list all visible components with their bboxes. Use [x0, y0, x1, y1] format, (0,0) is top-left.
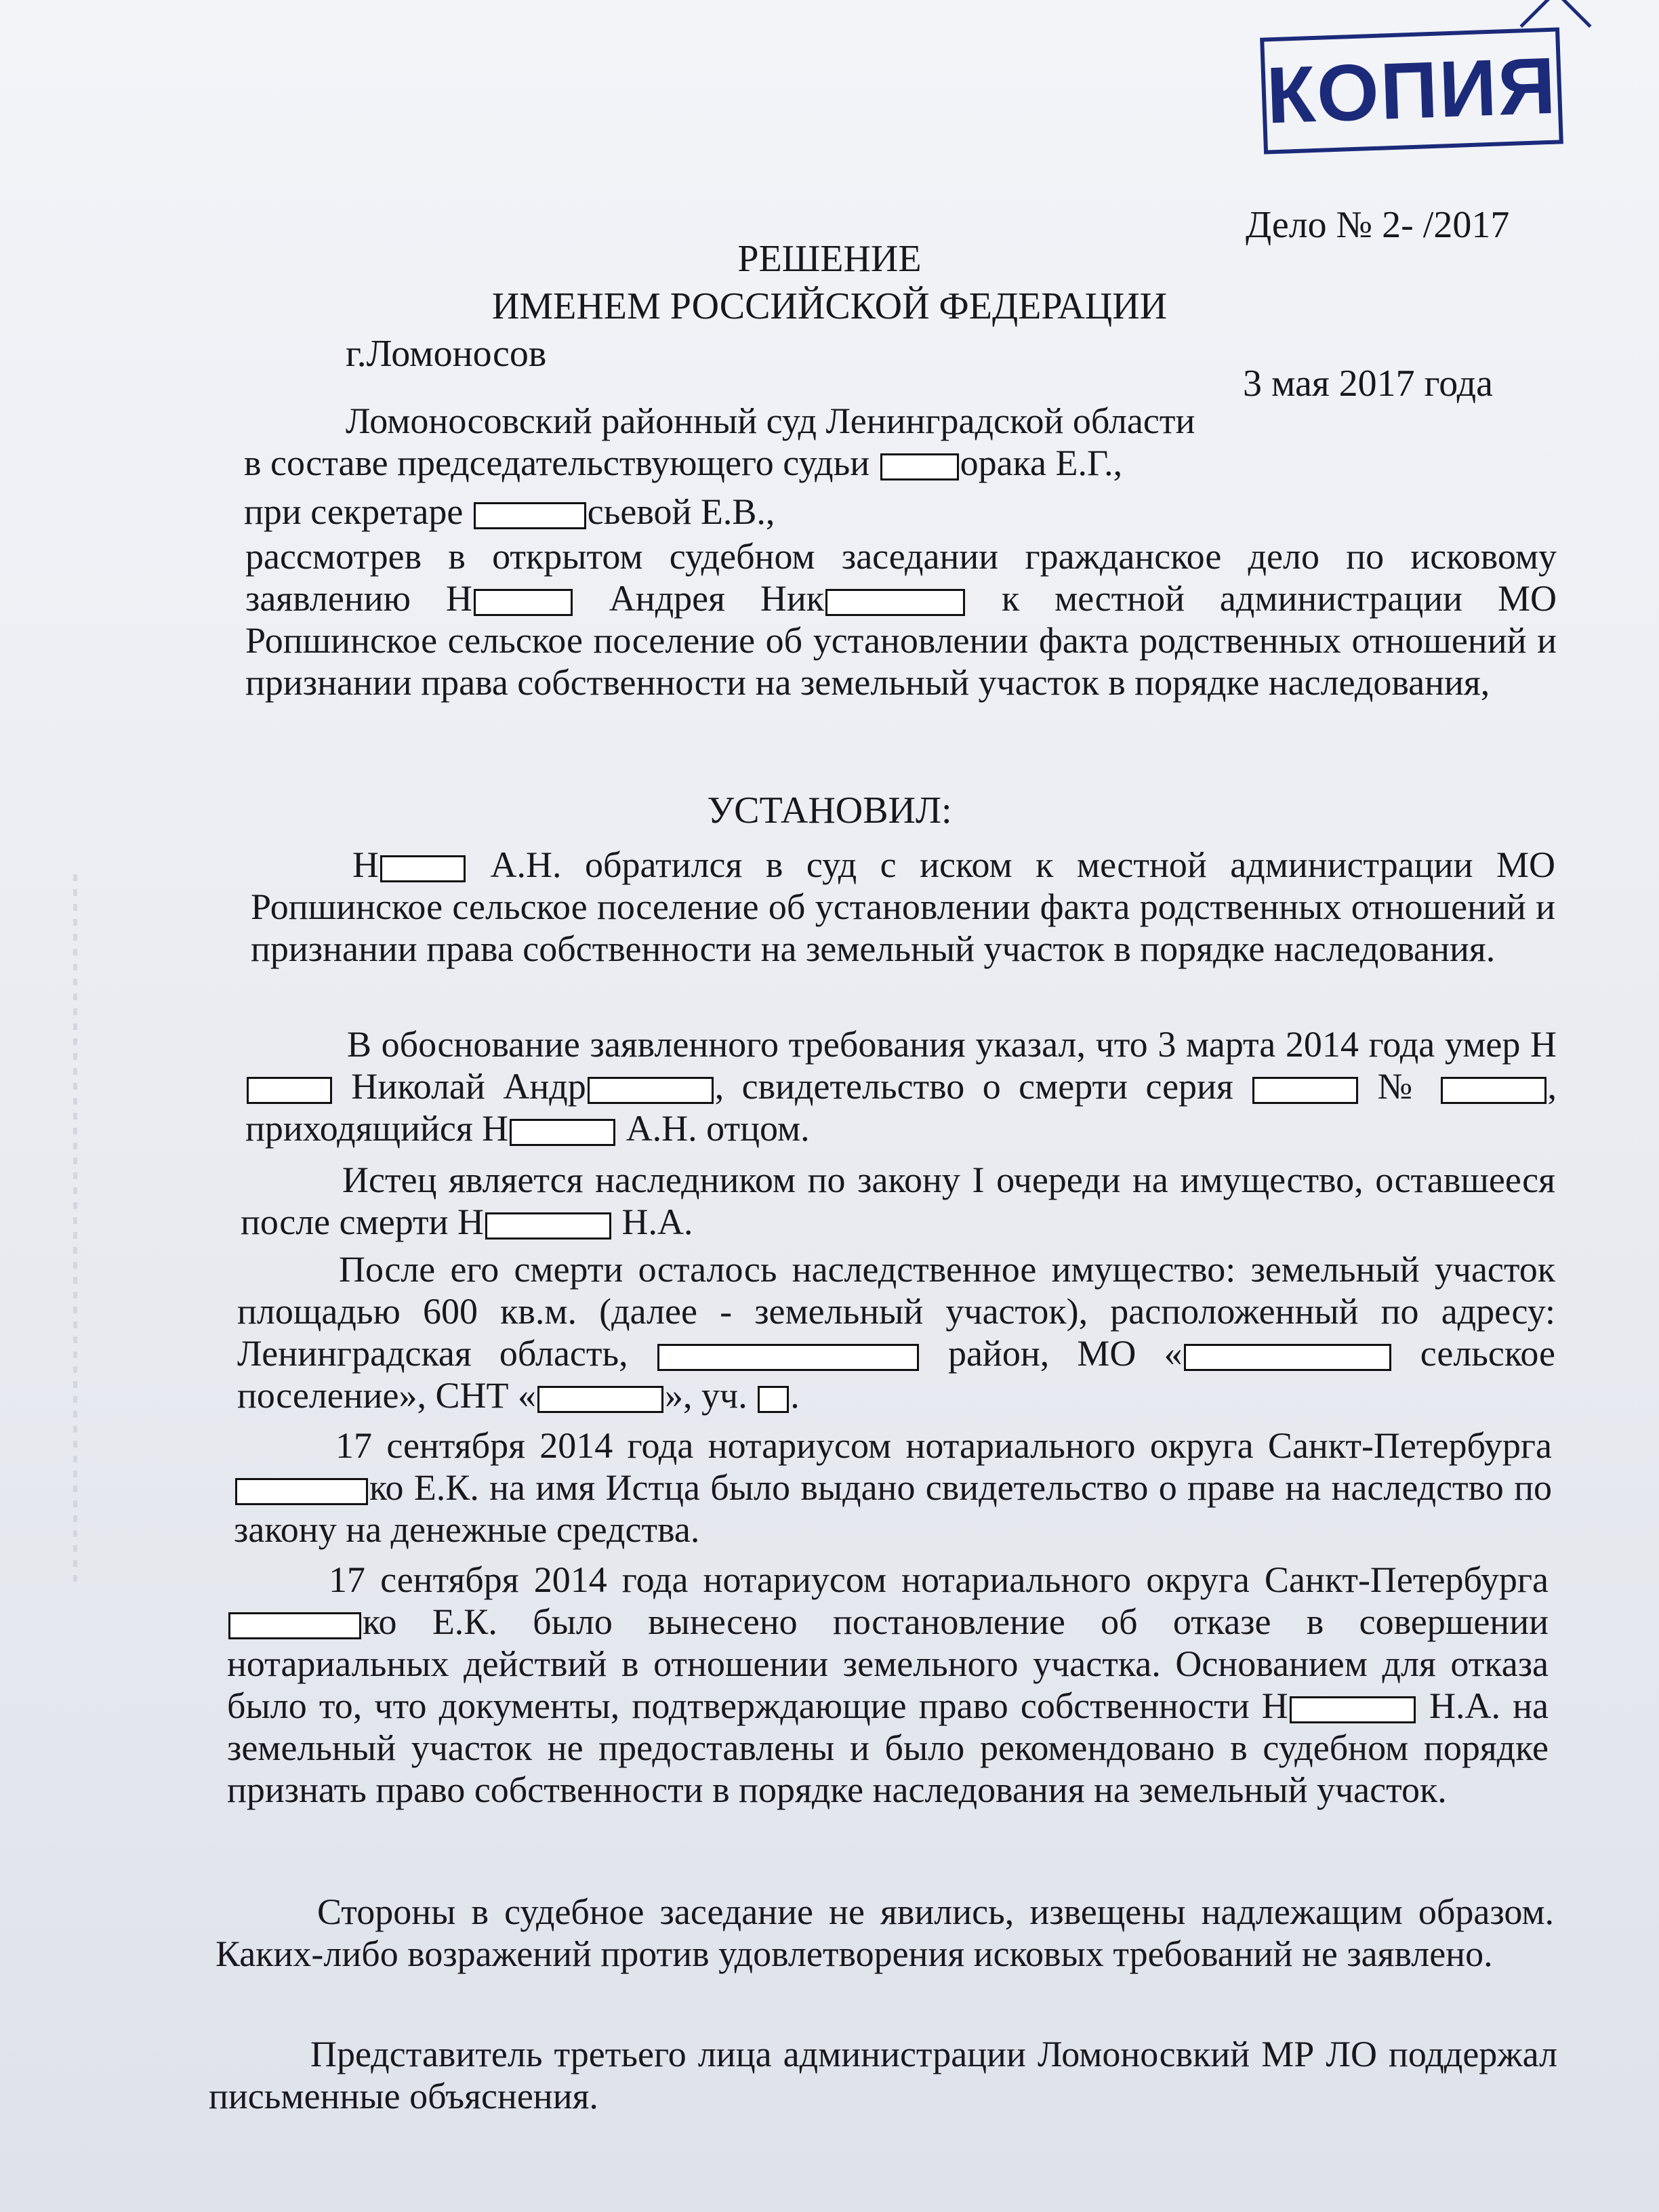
redaction [247, 1077, 332, 1104]
paragraph-1: Н А.Н. обратился в суд с иском к местной администрации МО Ропшинское сельское поселение об установлении факта родственных отношений и признании права собственности на земельный участок в порядке наследования. [251, 844, 1555, 969]
paragraph-4: После его смерти осталось наследственное имущество: земельный участок площадью 600 кв.м. (далее - земельный участок), расположенный по адресу: Ленинградская область, район, МО « сельское поселение», СНТ « », уч. . [237, 1249, 1556, 1416]
copy-stamp: КОПИЯ [1260, 27, 1563, 154]
judge-line: в составе председательствующего судьи орака Е.Г., [244, 443, 1123, 483]
paragraph-6: 17 сентября 2014 года нотариусом нотариального округа Санкт-Петербурга ко Е.К. было вынесено постановление об отказе в совершении нотариальных действий в отношении земельного участка. Основанием для отказа было то, что документы, подтверждающие право собственности Н Н.А. на земельный участок не предоставлены и было рекомендовано в судебном порядке признать право собственности в порядке наследования на земельный участок. [227, 1559, 1549, 1810]
redaction [380, 855, 466, 882]
redaction [235, 1478, 368, 1505]
paragraph-7: Стороны в судебное заседание не явились, извещены надлежащим образом. Каких-либо возражений против удовлетворения исковых требований не заявлено. [216, 1891, 1554, 1974]
document-subtitle: ИМЕНЕМ РОССИЙСКОЙ ФЕДЕРАЦИИ [491, 285, 1168, 327]
paragraph-3: Истец является наследником по закону I очереди на имущество, оставшееся после смерти Н Н.А. [241, 1160, 1555, 1242]
case-number: Дело № 2- /2017 [1246, 204, 1510, 246]
paragraph-5: 17 сентября 2014 года нотариусом нотариального округа Санкт-Петербурга ко Е.К. на имя Истца было выдано свидетельство о праве на наследство по закону на денежные средства. [234, 1425, 1552, 1550]
paragraph-2: В обоснование заявленного требования указал, что 3 марта 2014 года умер Н Николай Андр , свидетельство о смерти серия № , приходящийся Н А.Н. отцом. [245, 1024, 1557, 1149]
document-title: РЕШЕНИЕ [737, 238, 922, 280]
decision-date: 3 мая 2017 года [1243, 363, 1493, 405]
redaction [485, 1212, 611, 1240]
city: г.Ломоносов [346, 333, 547, 375]
redaction [474, 502, 586, 529]
redaction [1252, 1077, 1358, 1104]
paragraph-8: Представитель третьего лица администрации Ломоносвкий МР ЛО поддержал письменные объяснения. [209, 2034, 1557, 2116]
redaction [1441, 1077, 1547, 1104]
paper-fold [73, 874, 77, 1586]
redaction [1290, 1696, 1416, 1723]
redaction [657, 1344, 919, 1371]
secretary-line: при секретаре сьевой Е.В., [244, 491, 775, 532]
redaction [474, 589, 573, 616]
intro-paragraph: рассмотрев в открытом судебном заседании гражданское дело по исковому заявлению Н Андрея Ник к местной администрации МО Ропшинское сельское поселение об установлении факта родственных отношений и признании права собственности на земельный участок в порядке наследования, [245, 536, 1557, 703]
redaction [588, 1077, 714, 1104]
court-line: Ломоносовский районный суд Ленинградской области [346, 401, 1195, 441]
redaction [825, 589, 965, 616]
redaction [228, 1612, 361, 1639]
redaction [1184, 1344, 1391, 1371]
redaction [537, 1386, 663, 1413]
redaction [880, 453, 959, 480]
section-title: УСТАНОВИЛ: [707, 790, 952, 832]
redaction [758, 1386, 789, 1413]
redaction [510, 1119, 615, 1146]
